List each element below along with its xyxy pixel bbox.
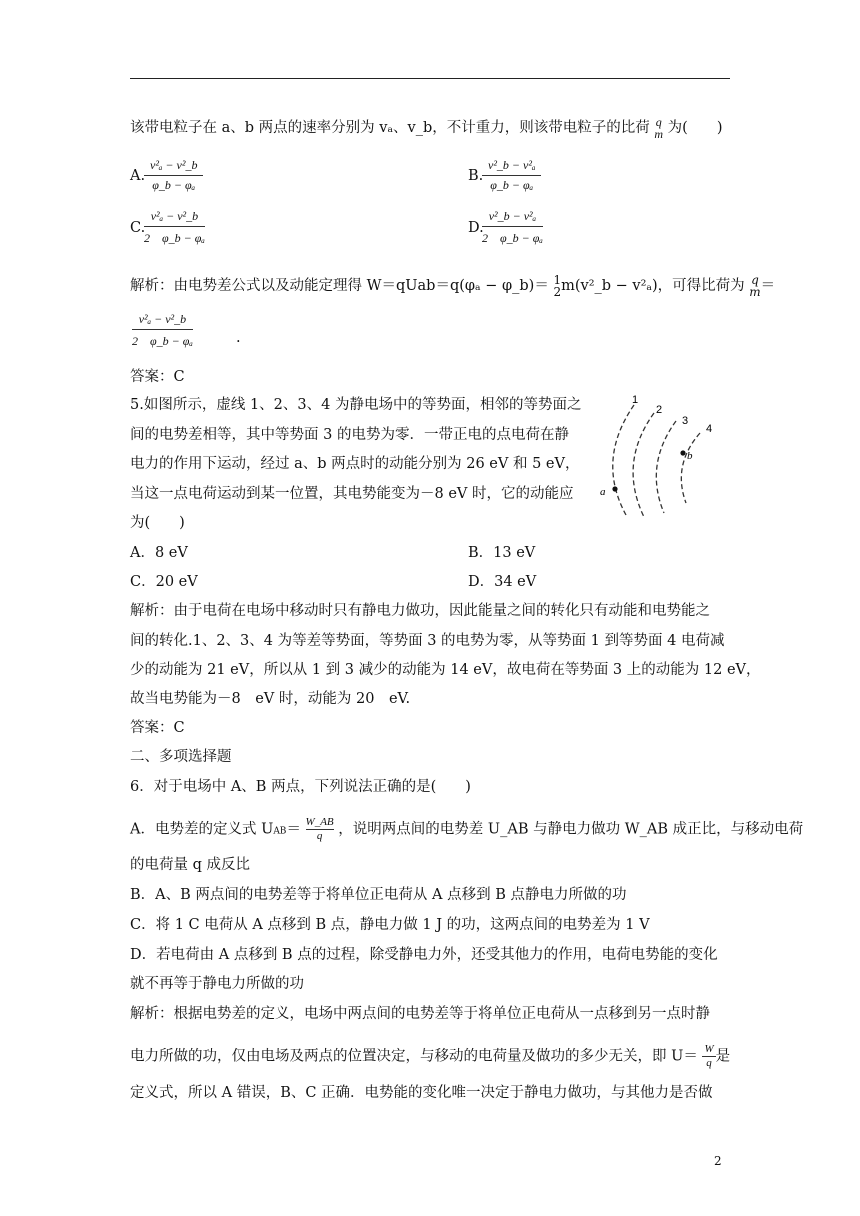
q4-answer: 答案：C bbox=[130, 369, 185, 385]
q4-analysis-half: 1 2 bbox=[553, 273, 562, 299]
header-rule bbox=[130, 78, 730, 79]
q6-analysis-3: 定义式，所以 A 错误，B、C 正确．电势能的变化唯一决定于静电力做功，与其他力是否做 bbox=[130, 1085, 713, 1101]
q6-option-a: A．电势差的定义式 $UAB= \frac{W\_AB}{q}$ ，说明两点间的电势差 U_AB 与静电力做功 W_AB 成正比，与移动电荷 bbox=[130, 816, 804, 842]
label-a: a bbox=[600, 486, 606, 498]
q5-option-d: D．34 eV bbox=[468, 574, 537, 590]
q5-option-c: C．20 eV bbox=[130, 574, 198, 590]
label-b: b bbox=[687, 450, 693, 462]
label-1: 1 bbox=[632, 395, 639, 406]
q4-option-d-letter: D. bbox=[468, 220, 484, 236]
q4-option-d-fraction: $\frac{\text{v²\_b − v²ₐ}}{\text{2 φ\_b − φₐ}}$ bbox=[482, 209, 543, 245]
point-b bbox=[680, 450, 685, 455]
q5-line-5: 为( ) bbox=[130, 515, 185, 531]
q5-option-b: B．13 eV bbox=[468, 545, 536, 561]
point-a bbox=[612, 486, 617, 491]
q6-analysis-1: 解析：根据电势差的定义，电场中两点间的电势差等于将单位正电荷从一点移到另一点时静 bbox=[130, 1006, 710, 1022]
q5-analysis-1: 解析：由于电荷在电场中移动时只有静电力做功，因此能量之间的转化只有动能和电势能之 bbox=[130, 603, 710, 619]
q5-line-2: 间的电势差相等，其中等势面 3 的电势为零．一带正电的点电荷在静 bbox=[130, 427, 569, 443]
q6-stem: 6．对于电场中 A、B 两点，下列说法正确的是( ) bbox=[130, 779, 471, 795]
q6-analysis-2: 电力所做的功，仅由电场及两点的位置决定，与移动的电荷量及做功的多少无关，即 $U= \frac{W}{q}$是 bbox=[130, 1043, 731, 1069]
q6-option-b: B．A、B 两点间的电势差等于将单位正电荷从 A 点移到 B 点静电力所做的功 bbox=[130, 887, 627, 903]
equipotential-figure bbox=[596, 395, 736, 525]
q6-analysis-fraction: $\frac{W}{q}$ bbox=[704, 1043, 714, 1069]
q4-analysis-result-fraction: $\frac{\text{v²ₐ − v²\_b}}{\text{2 φ\_b − φₐ}}$ bbox=[132, 312, 193, 348]
q4-analysis-qm: q m bbox=[749, 273, 761, 299]
q5-line-3: 电力的作用下运动，经过 a、b 两点时的动能分别为 26 eV 和 5 eV， bbox=[130, 456, 580, 472]
q5-analysis-2: 间的转化.1、2、3、4 为等差等势面，等势面 3 的电势为零，从等势面 1 到等势面 4 电荷减 bbox=[130, 633, 725, 649]
label-4: 4 bbox=[706, 423, 713, 435]
q4-analysis: 解析：由电势差公式以及动能定理得 W＝qUab＝q(φₐ − φ_b)＝ 1 2m(v²_b − v²ₐ)，可得比荷为 q m＝ bbox=[130, 273, 776, 299]
label-2: 2 bbox=[656, 404, 663, 416]
q4-stem-tail: 为( ) bbox=[667, 120, 723, 136]
q4-stem-fraction: q m bbox=[654, 115, 664, 141]
section-title: 二、多项选择题 bbox=[130, 749, 232, 765]
q5-analysis-4: 故当电势能为－8 eV 时，动能为 20 eV. bbox=[130, 691, 411, 707]
equipotential-line-2 bbox=[633, 413, 654, 517]
q5-line-1: 5.如图所示，虚线 1、2、3、4 为静电场中的等势面，相邻的等势面之 bbox=[130, 397, 582, 413]
q4-analysis-period: . bbox=[236, 330, 241, 346]
q6-option-c: C．将 1 C 电荷从 A 点移到 B 点，静电力做 1 J 的功，这两点间的电势差为 1 V bbox=[130, 917, 650, 933]
q5-line-4: 当这一点电荷运动到某一位置，其电势能变为－8 eV 时，它的动能应 bbox=[130, 486, 574, 502]
q4-stem bbox=[130, 116, 722, 140]
equipotential-line-4 bbox=[681, 433, 700, 503]
q5-answer: 答案：C bbox=[130, 720, 185, 736]
q4-option-b-letter: B. bbox=[468, 168, 484, 184]
label-3: 3 bbox=[682, 415, 689, 427]
q6-option-d-line2: 就不再等于静电力所做的功 bbox=[130, 976, 304, 992]
q4-stem-text: 该带电粒子在 a、b 两点的速率分别为 vₐ、v_b，不计重力，则该带电粒子的比荷 bbox=[130, 120, 650, 136]
q5-option-a: A．8 eV bbox=[130, 545, 188, 561]
q5-analysis-3: 少的动能为 21 eV，所以从 1 到 3 减少的动能为 14 eV，故电荷在等势面 3 上的动能为 12 eV， bbox=[130, 662, 761, 678]
q6-a-fraction: $\frac{W\_AB}{q}$ bbox=[305, 816, 334, 842]
equipotential-line-3 bbox=[656, 421, 676, 513]
q6-option-a-line2: 的电荷量 q 成反比 bbox=[130, 857, 250, 873]
q4-option-a-fraction: $\frac{\text{v²ₐ − v²\_b}}{\text{φ\_b − φₐ}}$ bbox=[144, 158, 203, 193]
q6-option-d-line1: D．若电荷由 A 点移到 B 点的过程，除受静电力外，还受其他力的作用，电荷电势能的变化 bbox=[130, 947, 718, 963]
page-number: 2 bbox=[714, 1154, 722, 1168]
q4-option-a-letter: A. bbox=[130, 168, 146, 184]
q4-option-c-letter: C. bbox=[130, 220, 146, 236]
q4-option-c-fraction: $\frac{\text{v²ₐ − v²\_b}}{\text{2 φ\_b − φₐ}}$ bbox=[144, 209, 205, 245]
equipotential-line-1 bbox=[613, 405, 634, 515]
q4-option-b-fraction: $\frac{\text{v²\_b − v²ₐ}}{\text{φ\_b − φₐ}}$ bbox=[482, 158, 541, 193]
